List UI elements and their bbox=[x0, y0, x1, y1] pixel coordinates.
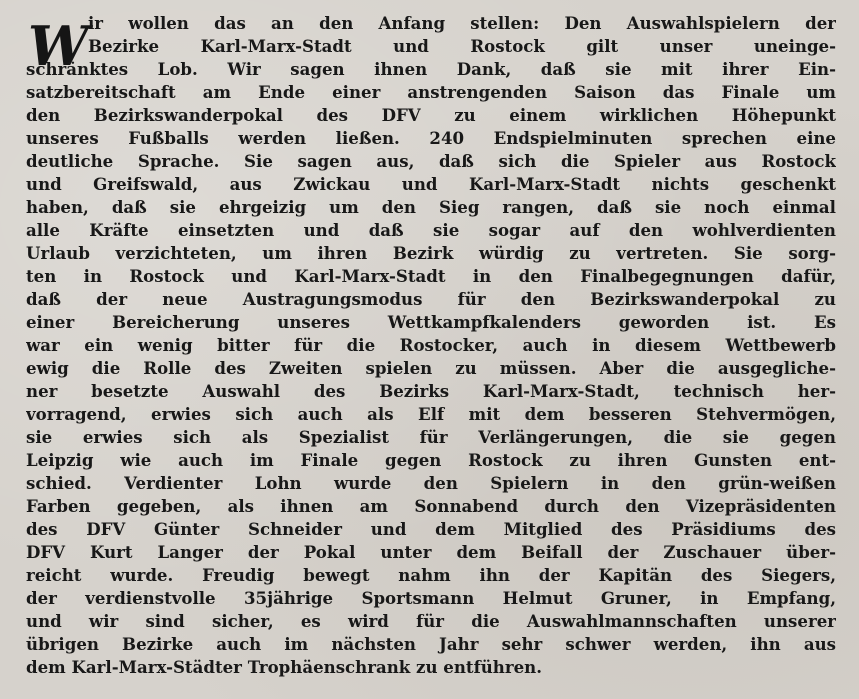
article-line-7: deutliche Sprache. Sie sagen aus, daß sich die Spieler aus Rostock bbox=[26, 151, 836, 171]
article-line-21: schied. Verdienter Lohn wurde den Spielern in den grün-weißen bbox=[26, 473, 836, 493]
article-line-10: alle Kräfte einsetzten und daß sie sogar auf den wohlverdienten bbox=[26, 220, 836, 240]
drop-cap-letter: W bbox=[28, 14, 87, 78]
article-line-5: den Bezirkswanderpokal des DFV zu einem wirklichen Höhepunkt bbox=[26, 105, 836, 125]
article-line-6: unseres Fußballs werden ließen. 240 Endspielminuten sprechen eine bbox=[26, 128, 836, 148]
article-line-4: satzbereitschaft am Ende einer anstrengenden Saison das Finale um bbox=[26, 82, 836, 102]
article-line-29: dem Karl-Marx-Städter Trophäenschrank zu entführen. bbox=[26, 657, 542, 677]
article-line-11: Urlaub verzichteten, um ihren Bezirk würdig zu vertreten. Sie sorg- bbox=[26, 243, 836, 263]
article-body bbox=[26, 12, 836, 682]
article-line-2: Bezirke Karl-Marx-Stadt und Rostock gilt unser uneinge- bbox=[88, 36, 836, 56]
article-line-28: übrigen Bezirke auch im nächsten Jahr sehr schwer werden, ihn aus bbox=[26, 634, 836, 654]
article-line-18: vorragend, erwies sich auch als Elf mit dem besseren Stehvermögen, bbox=[26, 404, 836, 424]
article-line-9: haben, daß sie ehrgeizig um den Sieg rangen, daß sie noch einmal bbox=[26, 197, 836, 217]
article-line-22: Farben gegeben, als ihnen am Sonnabend durch den Vizepräsidenten bbox=[26, 496, 836, 516]
article-line-26: der verdienstvolle 35jährige Sportsmann Helmut Gruner, in Empfang, bbox=[26, 588, 836, 608]
article-line-16: ewig die Rolle des Zweiten spielen zu müssen. Aber die ausgegliche- bbox=[26, 358, 836, 378]
article-line-1: ir wollen das an den Anfang stellen: Den Auswahlspielern der bbox=[88, 13, 836, 33]
article-line-27: und wir sind sicher, es wird für die Auswahlmannschaften unserer bbox=[26, 611, 836, 631]
article-line-13: daß der neue Austragungsmodus für den Bezirkswanderpokal zu bbox=[26, 289, 836, 309]
article-line-23: des DFV Günter Schneider und dem Mitglied des Präsidiums des bbox=[26, 519, 836, 539]
article-line-3: schränktes Lob. Wir sagen ihnen Dank, daß sie mit ihrer Ein- bbox=[26, 59, 836, 79]
article-line-8: und Greifswald, aus Zwickau und Karl-Marx-Stadt nichts geschenkt bbox=[26, 174, 836, 194]
article-line-20: Leipzig wie auch im Finale gegen Rostock zu ihren Gunsten ent- bbox=[26, 450, 836, 470]
article-line-24: DFV Kurt Langer der Pokal unter dem Beifall der Zuschauer über- bbox=[26, 542, 836, 562]
article-line-15: war ein wenig bitter für die Rostocker, auch in diesem Wettbewerb bbox=[26, 335, 836, 355]
article-line-25: reicht wurde. Freudig bewegt nahm ihn der Kapitän des Siegers, bbox=[26, 565, 836, 585]
article-line-19: sie erwies sich als Spezialist für Verlängerungen, die sie gegen bbox=[26, 427, 836, 447]
article-line-17: ner besetzte Auswahl des Bezirks Karl-Marx-Stadt, technisch her- bbox=[26, 381, 836, 401]
article-line-12: ten in Rostock und Karl-Marx-Stadt in den Finalbegegnungen dafür, bbox=[26, 266, 836, 286]
article-line-14: einer Bereicherung unseres Wettkampfkalenders geworden ist. Es bbox=[26, 312, 836, 332]
